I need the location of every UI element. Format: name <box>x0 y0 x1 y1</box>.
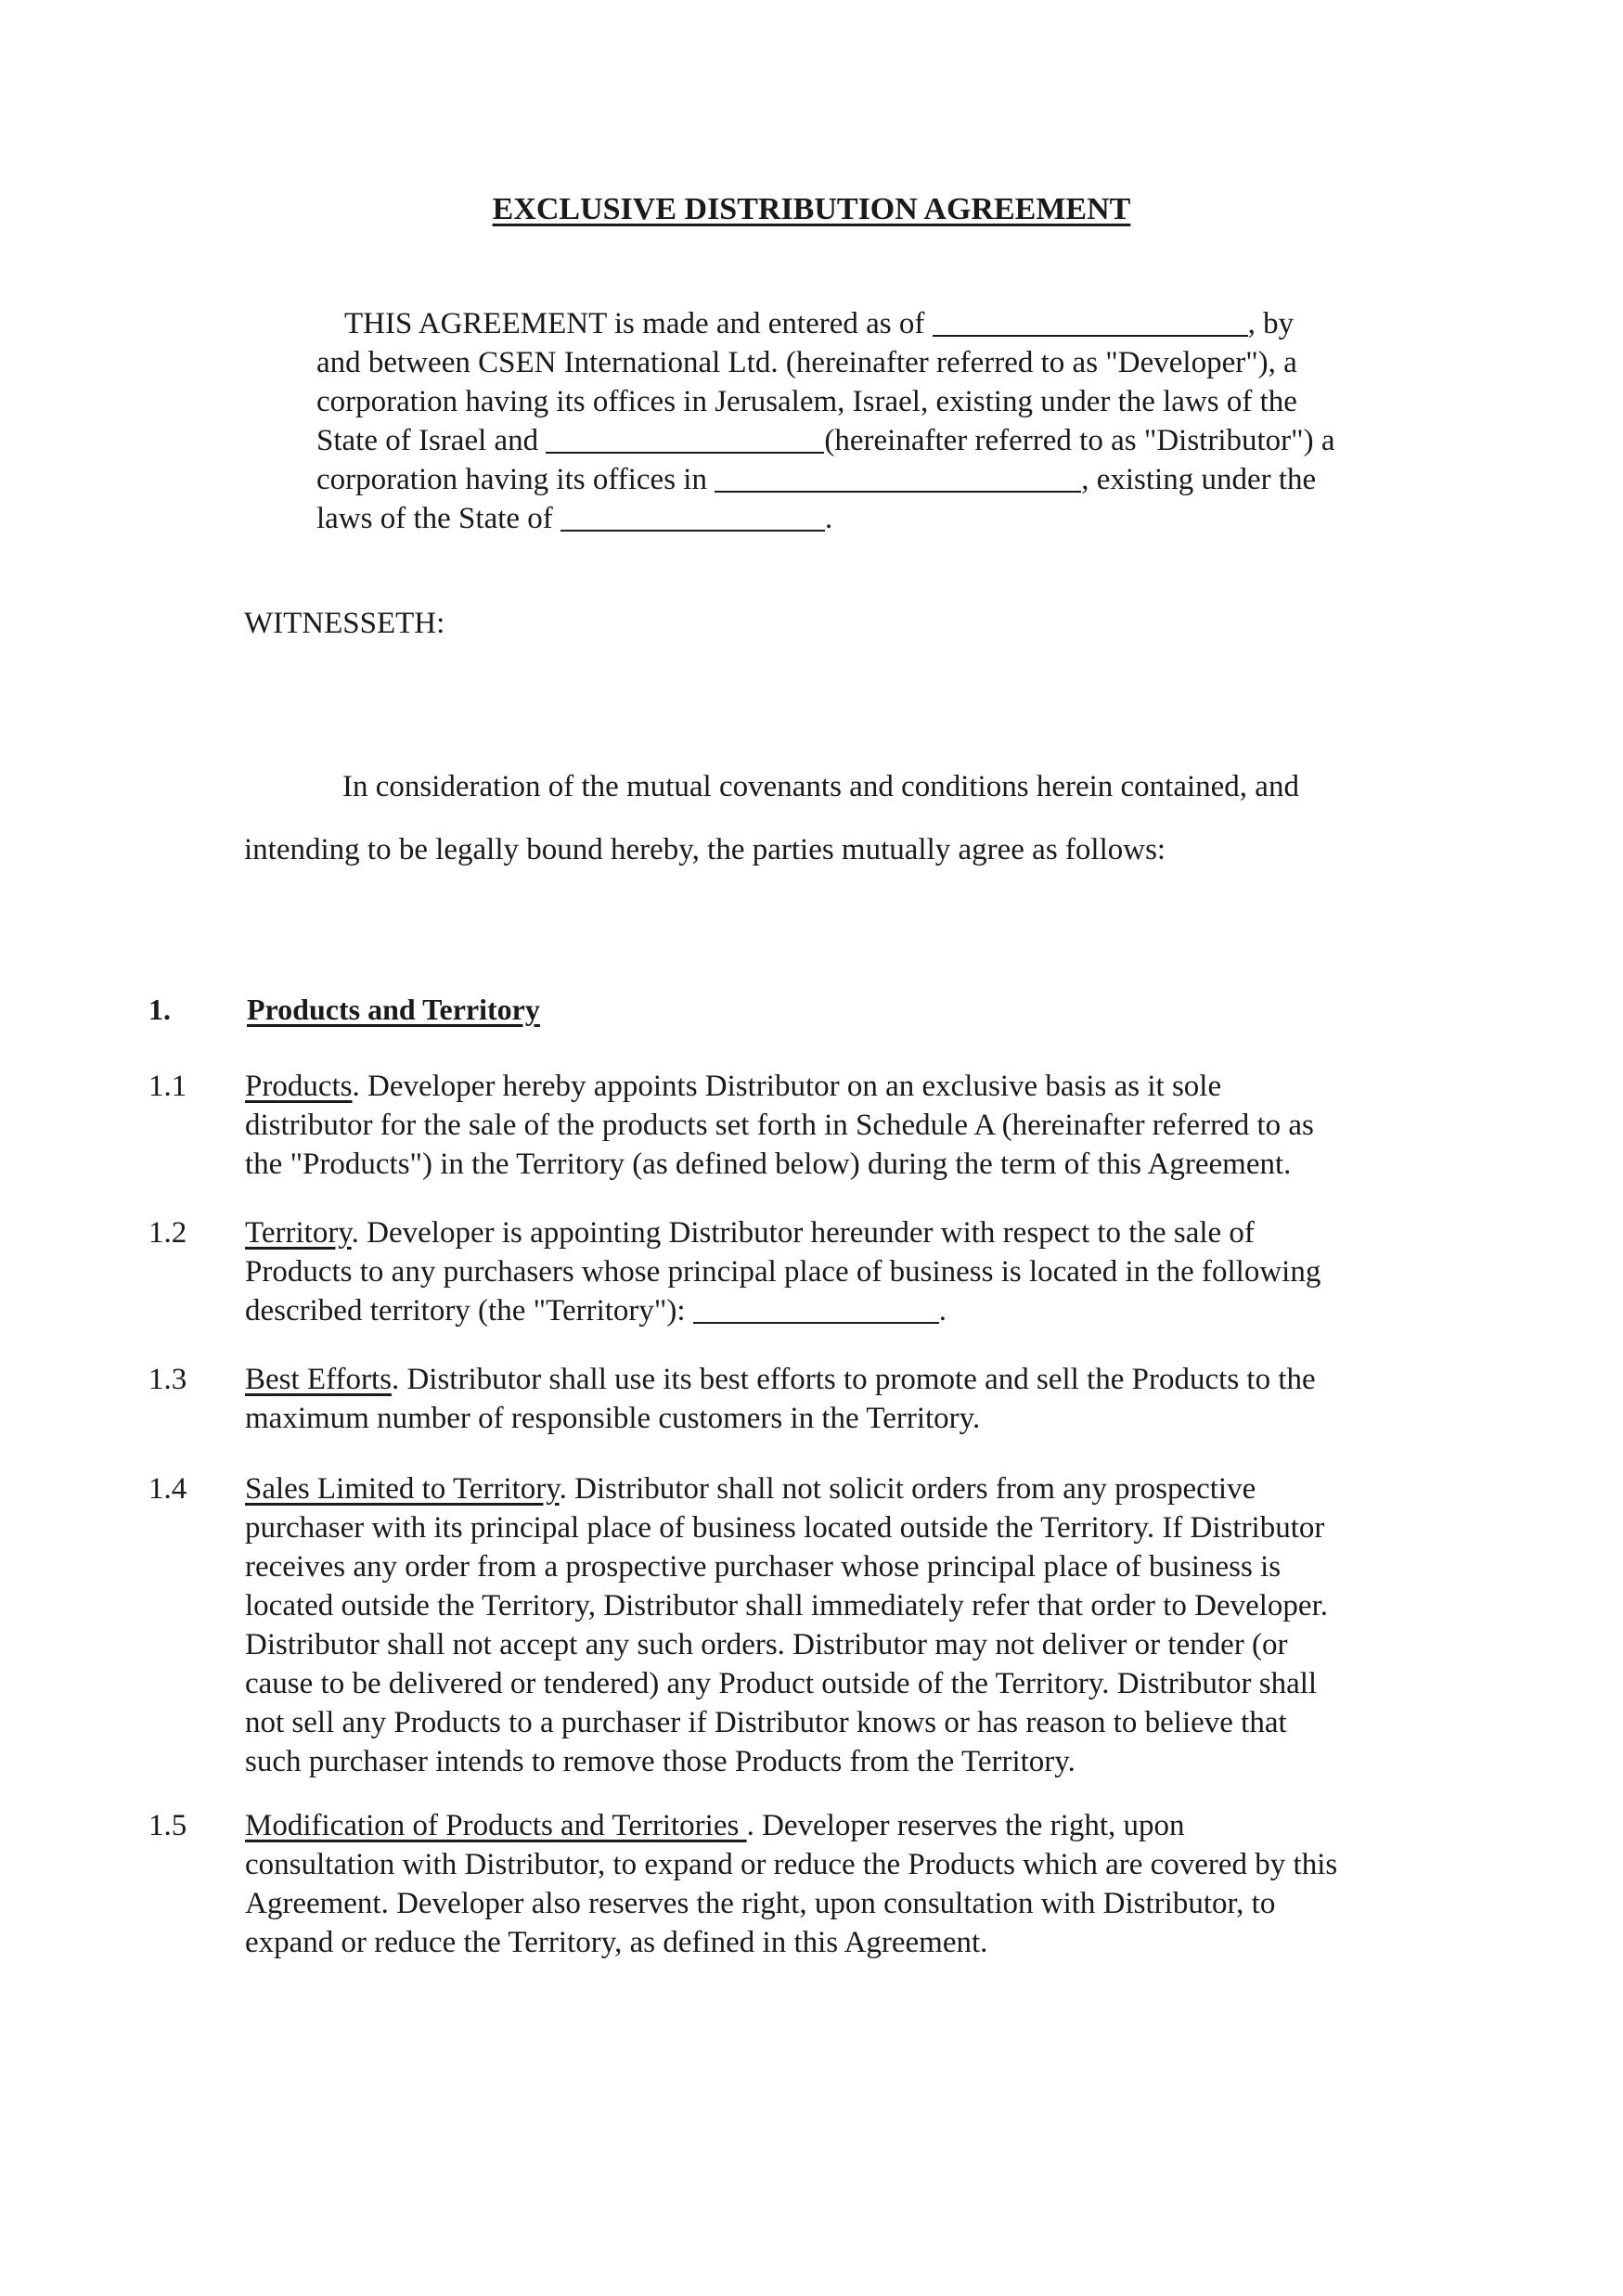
clause-body: Territory. Developer is appointing Distributor hereunder with respect to the sale of Products to any purchasers whose principal place of business is located in the following described territory (the "Territory"): . <box>245 1216 1321 1328</box>
document-title: EXCLUSIVE DISTRIBUTION AGREEMENT <box>492 192 1131 226</box>
territory-blank <box>693 1294 939 1324</box>
clause-number: 1.4 <box>148 1472 187 1506</box>
section-number: 1. <box>148 993 171 1026</box>
intro-paragraph: THIS AGREEMENT is made and entered as of , by and between CSEN International Ltd. (hereinafter referred to as "Developer"), a corporation having its offices in Jerusalem, Israel, existing under the laws of the State of Israel and (hereinafter referred to as "Distributor") a corporation having its offices in , existing under the laws of the State of . <box>316 307 1335 535</box>
date-blank <box>933 307 1248 337</box>
witnesseth-label: WITNESSETH: <box>244 607 445 640</box>
clause-heading: Modification of Products and Territories <box>245 1809 747 1842</box>
clause-number: 1.1 <box>148 1070 187 1103</box>
clause-number: 1.2 <box>148 1216 187 1250</box>
clause-number: 1.3 <box>148 1363 187 1396</box>
distributor-name-blank <box>546 424 824 454</box>
clause-body: Best Efforts. Distributor shall use its best efforts to promote and sell the Products to the maximum number of responsible customers in the Territory. <box>245 1363 1316 1435</box>
clause-heading: Products <box>245 1070 353 1103</box>
state-blank <box>560 502 825 532</box>
clause-body: Sales Limited to Territory. Distributor shall not solicit orders from any prospective purchaser with its principal place of business located outside the Territory. If Distributor receives any order from a prospective purchaser whose principal place of business is located outside the Territory, Distributor shall immediately refer that order to Developer. Distributor shall not accept any such orders. Distributor may not deliver or tender (or cause to be delivered or tendered) any Product outside of the Territory. Distributor shall not sell any Products to a purchaser if Distributor knows or has reason to believe that such purchaser intends to remove those Products from the Territory. <box>245 1472 1328 1778</box>
clause-heading: Territory <box>245 1216 352 1250</box>
clause-heading: Sales Limited to Territory <box>245 1472 560 1506</box>
clause-body: Modification of Products and Territories . Developer reserves the right, upon consultation with Distributor, to expand or reduce the Products which are covered by this Agreement. Developer also reserves the right, upon consultation with Distributor, to expand or reduce the Territory, as defined in this Agreement. <box>245 1809 1338 1959</box>
distributor-offices-blank <box>715 463 1081 493</box>
clause-body: Products. Developer hereby appoints Distributor on an exclusive basis as it sole distributor for the sale of the products set forth in Schedule A (hereinafter referred to as the "Products") in the Territory (as defined below) during the term of this Agreement. <box>245 1070 1314 1181</box>
section-heading <box>148 993 540 1027</box>
consideration-paragraph: In consideration of the mutual covenants and conditions herein contained, and intending to be legally bound hereby, the parties mutually agree as follows: <box>244 770 1299 866</box>
clause-number: 1.5 <box>148 1809 187 1842</box>
section-title: Products and Territory <box>247 993 540 1026</box>
clause-heading: Best Efforts <box>245 1363 392 1396</box>
